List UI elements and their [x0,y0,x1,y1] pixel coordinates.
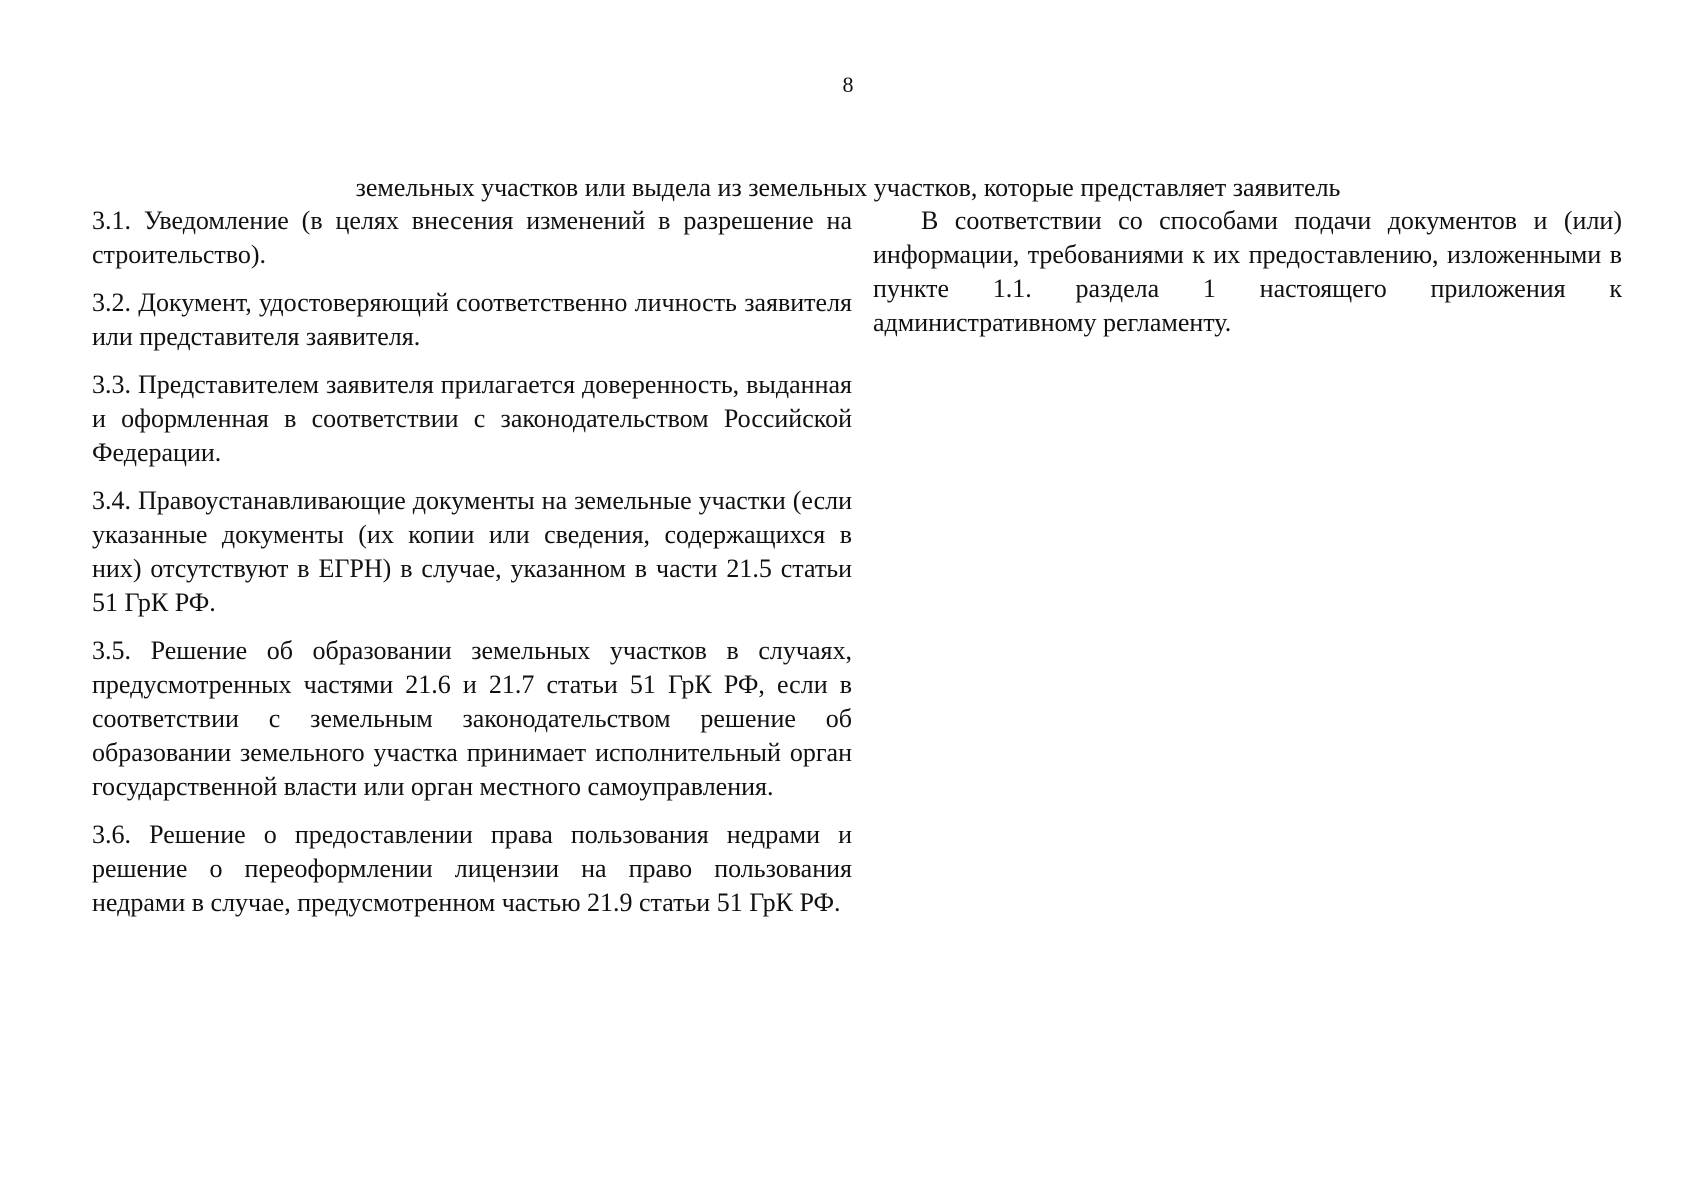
document-item-3-5: 3.5. Решение об образовании земельных участков в случаях, предусмотренных частями 21.6 и 21.7 статьи 51 ГрК РФ, если в соответствии с земельным законодательством решение об образовании земельного участка принимает исполнительный орган государственной власти или орган местного самоуправления. [92,636,852,801]
documents-column [92,204,852,934]
submission-method-column [873,204,1622,354]
document-item-3-1: 3.1. Уведомление (в целях внесения изменений в разрешение на строительство). [92,206,852,269]
continuation-line: земельных участков или выдела из земельных участков, которые представляет заявитель [355,173,1341,202]
page-number: 8 [842,72,854,97]
document-item-3-2: 3.2. Документ, удостоверяющий соответственно личность заявителя или представителя заявителя. [92,288,852,351]
document-item-3-6: 3.6. Решение о предоставлении права пользования недрами и решение о переоформлении лицензии на право пользования недрами в случае, предусмотренном частью 21.9 статьи 51 ГрК РФ. [92,820,852,917]
submission-method-text: В соответствии со способами подачи документов и (или) информации, требованиями к их предоставлению, изложенными в пункте 1.1. раздела 1 настоящего приложения к административному регламенту. [873,206,1622,337]
document-item-3-3: 3.3. Представителем заявителя прилагается доверенность, выданная и оформленная в соответствии с законодательством Российской Федерации. [92,370,852,467]
document-item-3-4: 3.4. Правоустанавливающие документы на земельные участки (если указанные документы (их копии или сведения, содержащихся в них) отсутствуют в ЕГРН) в случае, указанном в части 21.5 статьи 51 ГрК РФ. [92,486,852,617]
